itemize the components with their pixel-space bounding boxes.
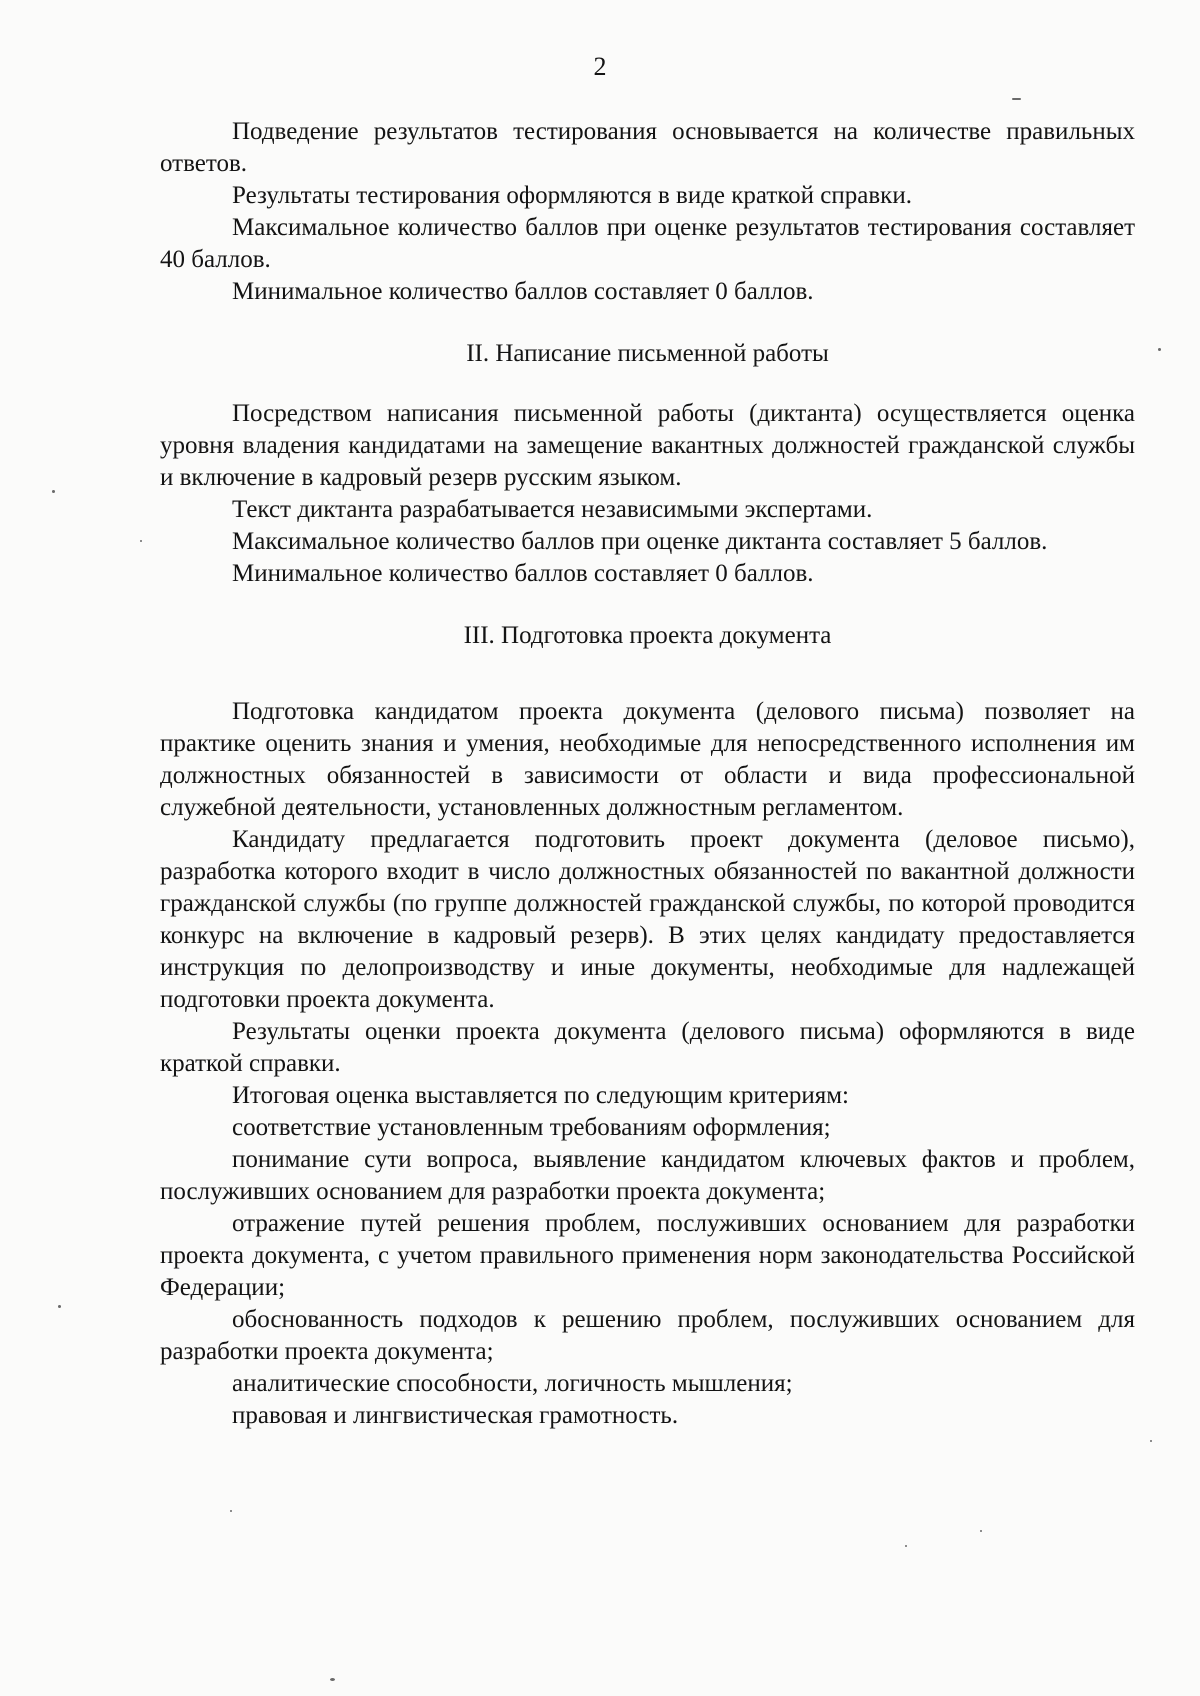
- scan-speck: [52, 490, 55, 493]
- page-number: 2: [593, 52, 607, 81]
- scan-speck: [330, 1678, 335, 1681]
- spacer: [160, 308, 1135, 338]
- criteria-item: обоснованность подходов к решению проблем, послуживших основанием для разработки проекта документа;: [160, 1306, 1135, 1365]
- spacer: [160, 652, 1135, 696]
- intro-paragraph-2: Результаты тестирования оформляются в виде краткой справки.: [232, 182, 912, 209]
- scan-speck: [140, 540, 142, 542]
- spacer: [160, 590, 1135, 620]
- document-body: [160, 116, 1135, 1432]
- spacer: [160, 370, 1135, 398]
- criteria-item: соответствие установленным требованиям оформления;: [232, 1114, 831, 1141]
- scan-speck: [58, 1305, 61, 1308]
- criteria-item: правовая и лингвистическая грамотность.: [232, 1402, 679, 1429]
- intro-paragraph-4: Минимальное количество баллов составляет 0 баллов.: [232, 278, 814, 305]
- criteria-item: аналитические способности, логичность мышления;: [232, 1370, 793, 1397]
- scan-speck: [230, 1510, 232, 1512]
- section-2-paragraph-4: Минимальное количество баллов составляет 0 баллов.: [232, 560, 814, 587]
- section-3-paragraph-1: Подготовка кандидатом проекта документа (делового письма) позволяет на практике оценить знания и умения, необходимые для непосредственного исполнения им должностных обязанностей в зависимости от области и вида профессиональной служебной деятельности, установленных должностным регламентом.: [160, 698, 1135, 821]
- section-3-paragraph-4: Итоговая оценка выставляется по следующим критериям:: [232, 1082, 849, 1109]
- section-3-paragraph-3: Результаты оценки проекта документа (делового письма) оформляются в виде краткой справки.: [160, 1018, 1135, 1077]
- scan-speck: [1012, 98, 1021, 100]
- criteria-item: понимание сути вопроса, выявление кандидатом ключевых фактов и проблем, послуживших основанием для разработки проекта документа;: [160, 1146, 1135, 1205]
- scan-speck: [980, 1530, 982, 1532]
- section-2-paragraph-2: Текст диктанта разрабатывается независимыми экспертами.: [232, 496, 873, 523]
- scan-speck: [1158, 348, 1161, 351]
- intro-paragraph-3: Максимальное количество баллов при оценке результатов тестирования составляет 40 баллов.: [160, 214, 1135, 273]
- section-2-heading: II. Написание письменной работы: [466, 340, 829, 367]
- scan-speck: [1150, 1440, 1152, 1442]
- section-3-heading: III. Подготовка проекта документа: [463, 622, 832, 649]
- section-2-paragraph-1: Посредством написания письменной работы (диктанта) осуществляется оценка уровня владения кандидатами на замещение вакантных должностей гражданской службы и включение в кадровый резерв русским языком.: [160, 400, 1135, 491]
- intro-paragraph-1: Подведение результатов тестирования основывается на количестве правильных ответов.: [160, 118, 1135, 177]
- scan-speck: [905, 1545, 907, 1547]
- section-3-paragraph-2: Кандидату предлагается подготовить проект документа (деловое письмо), разработка которого входит в число должностных обязанностей по вакантной должности гражданской службы (по группе должностей гражданской службы, по которой проводится конкурс на включение в кадровый резерв). В этих целях кандидату предоставляется инструкция по делопроизводству и иные документы, необходимые для надлежащей подготовки проекта документа.: [160, 826, 1135, 1013]
- criteria-item: отражение путей решения проблем, послуживших основанием для разработки проекта документа, с учетом правильного применения норм законодательства Российской Федерации;: [160, 1210, 1135, 1301]
- section-2-paragraph-3: Максимальное количество баллов при оценке диктанта составляет 5 баллов.: [232, 528, 1048, 555]
